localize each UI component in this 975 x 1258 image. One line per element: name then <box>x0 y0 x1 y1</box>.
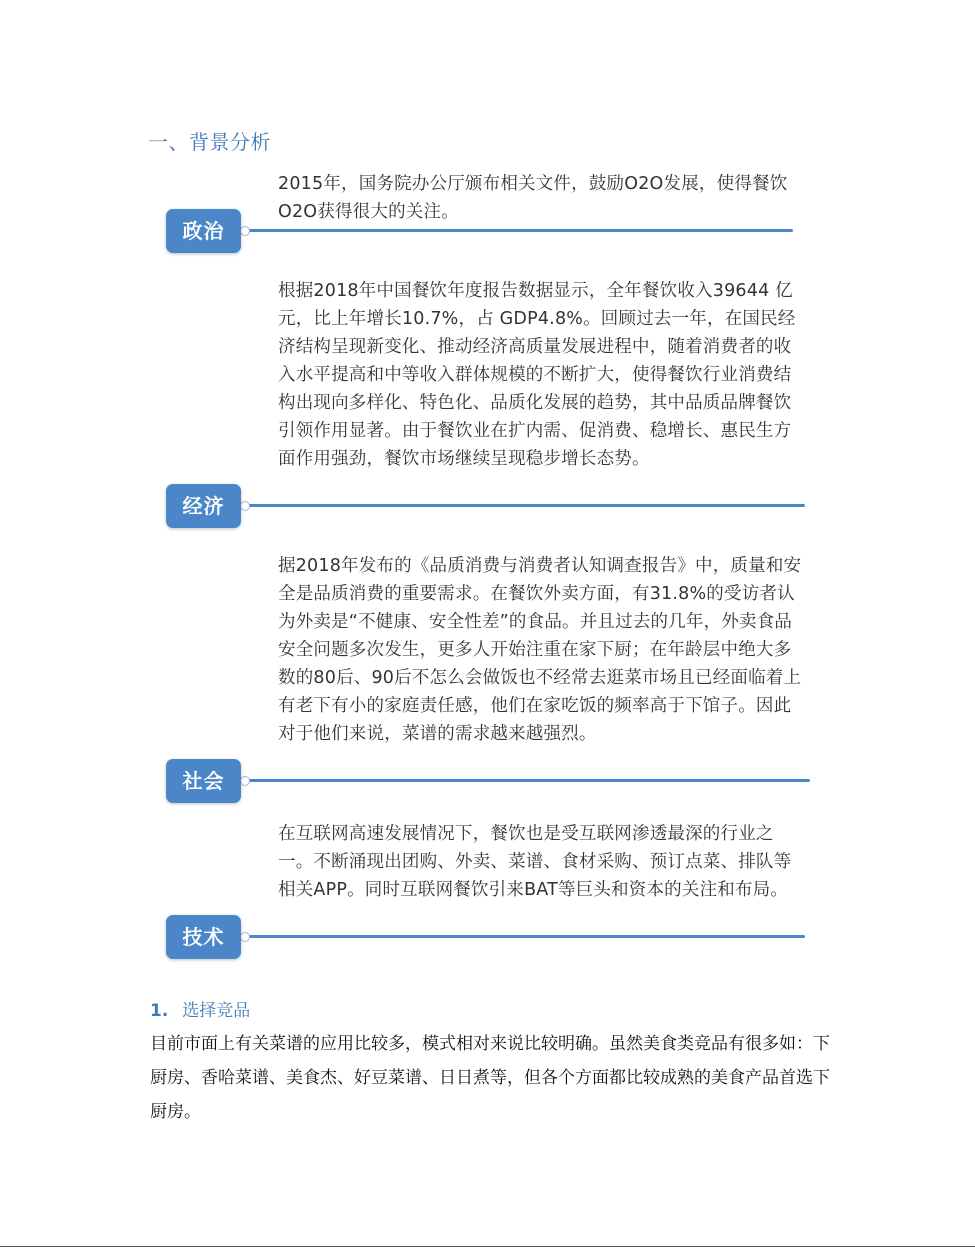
pest-connector-node <box>240 501 250 511</box>
pest-label-technology: 技术 <box>166 915 241 959</box>
subsection-heading <box>150 996 250 1021</box>
pest-connector-line <box>242 229 793 232</box>
section-heading: 一、背景分析 <box>148 130 271 154</box>
pest-connector-node <box>240 932 250 942</box>
pest-connector-line <box>242 779 810 782</box>
pest-label-politics: 政治 <box>166 209 241 253</box>
subsection-number: 1. <box>150 1001 169 1021</box>
pest-label-economy: 经济 <box>166 484 241 528</box>
pest-connector-node <box>240 776 250 786</box>
body-paragraph: 目前市面上有关菜谱的应用比较多，模式相对来说比较明确。虽然美食类竞品有很多如：下厨房、香哈菜谱、美食杰、好豆菜谱、日日煮等，但各个方面都比较成熟的美食产品首选下厨房。 <box>150 1034 830 1122</box>
subsection-title: 选择竞品 <box>182 1001 251 1021</box>
pest-label-society: 社会 <box>166 759 241 803</box>
pest-connector-line <box>242 504 805 507</box>
pest-text-society: 据2018年发布的《品质消费与消费者认知调查报告》中，质量和安全是品质消费的重要需求。在餐饮外卖方面，有31.8%的受访者认为外卖是“不健康、安全性差”的食品。并且过去的几年，外卖食品安全问题多次发生，更多人开始注重在家下厨；在年龄层中绝大多数的80后、90后不怎么会做饭也不经常去逛菜市场且已经面临着上有老下有小的家庭责任感，他们在家吃饭的频率高于下馆子。因此对于他们来说，菜谱的需求越来越强烈。 <box>278 556 802 744</box>
pest-text-politics: 2015年，国务院办公厅颁布相关文件，鼓励O2O发展，使得餐饮O2O获得很大的关注。 <box>278 174 788 222</box>
pest-connector-node <box>240 226 250 236</box>
pest-text-economy: 根据2018年中国餐饮年度报告数据显示，全年餐饮收入39644 亿元，比上年增长10.7%，占 GDP4.8%。回顾过去一年，在国民经济结构呈现新变化、推动经济高质量发展进程中，随着消费者的收入水平提高和中等收入群体规模的不断扩大，使得餐饮行业消费结构出现向多样化、特色化、品质化发展的趋势，其中品质品牌餐饮引领作用显著。由于餐饮业在扩内需、促消费、稳增长、惠民生方面作用强劲，餐饮市场继续呈现稳步增长态势。 <box>278 281 796 469</box>
pest-connector-line <box>242 935 805 938</box>
pest-text-technology: 在互联网高速发展情况下，餐饮也是受互联网渗透最深的行业之一。不断涌现出团购、外卖、菜谱、食材采购、预订点菜、排队等相关APP。同时互联网餐饮引来BAT等巨头和资本的关注和布局。 <box>278 824 792 900</box>
page-bottom-rule <box>0 1246 975 1247</box>
